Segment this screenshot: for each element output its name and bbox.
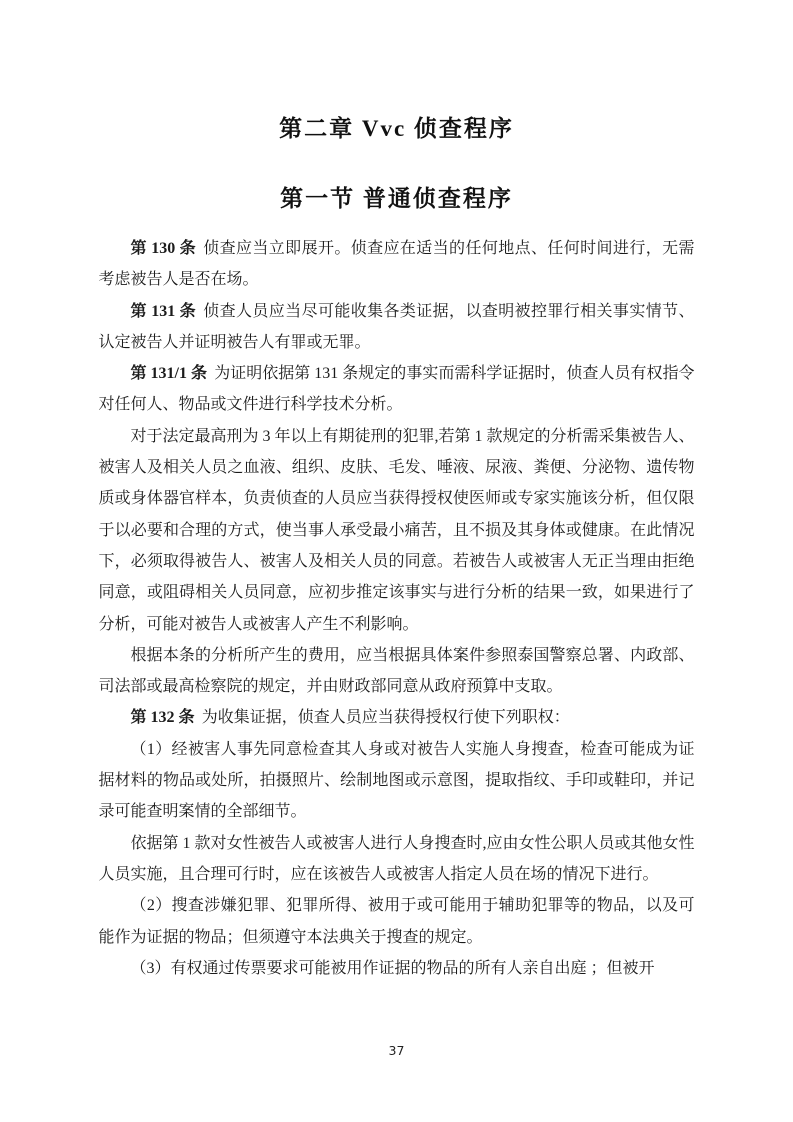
- paragraph-text: （2）搜查涉嫌犯罪、犯罪所得、被用于或可能用于辅助犯罪等的物品，以及可能作为证据的物品；但须遵守本法典关于搜查的规定。: [98, 897, 695, 946]
- paragraph-item-1: [99, 734, 695, 828]
- paragraph-analysis-costs: [99, 640, 695, 703]
- paragraph-text: 对于法定最高刑为 3 年以上有期徒刑的犯罪,若第 1 款规定的分析需采集被告人、被害人及相关人员之血液、组织、皮肤、毛发、唾液、尿液、粪便、分泌物、遗传物质或身体器官样本，负责侦查的人员应当获得授权使医师或专家实施该分析，但仅限于以必要和合理的方式，使当事人承受最小痛苦，且不损及其身体或健康。在此情况下，必须取得被告人、被害人及相关人员的同意。若被告人或被害人无正当理由拒绝同意，或阻碍相关人员同意，应初步推定该事实与进行分析的结果一致，如果进行了分析，可能对被告人或被害人产生不利影响。: [98, 427, 695, 633]
- paragraph-item-2: [99, 890, 695, 953]
- article-number-130: 第 130 条: [130, 240, 197, 257]
- paragraph-analysis-rules: [99, 421, 695, 640]
- body-text: [99, 233, 695, 984]
- paragraph-text: 为收集证据，侦查人员应当获得授权行使下列职权：: [201, 709, 570, 727]
- paragraph-text: 依据第 1 款对女性被告人或被害人进行人身搜查时,应由女性公职人员或其他女性人员实施，且合理可行时，应在该被告人或被害人指定人员在场的情况下进行。: [98, 834, 695, 883]
- section-title: 第一节 普通侦查程序: [280, 186, 513, 211]
- paragraph-text: 为证明依据第 131 条规定的事实而需科学证据时，侦查人员有权指令对任何人、物品或文件进行科学技术分析。: [98, 365, 695, 414]
- paragraph-text: （1）经被害人事先同意检查其人身或对被告人实施人身搜查，检查可能成为证据材料的物品或处所，拍摄照片、绘制地图或示意图，提取指纹、手印或鞋印，并记录可能查明案情的全部细节。: [98, 740, 695, 821]
- paragraph-article-131: [99, 296, 695, 359]
- paragraph-text: （3）有权通过传票要求可能被用作证据的物品的所有人亲自出庭 ；但被开: [130, 959, 655, 977]
- chapter-title: 第二章 Vvc 侦查程序: [279, 116, 514, 141]
- page-number: 37: [388, 1043, 405, 1058]
- paragraph-article-131-1: [99, 358, 695, 421]
- paragraph-item-3: [99, 953, 695, 984]
- article-number-132: 第 132 条: [130, 709, 195, 727]
- paragraph-article-132: [99, 702, 695, 733]
- article-number-131-1: 第 131/1 条: [130, 365, 207, 383]
- paragraph-female-search: [99, 828, 695, 891]
- paragraph-text: 侦查应当立即展开。侦查应在适当的任何地点、任何时间进行，无需考虑被告人是否在场。: [98, 240, 695, 289]
- paragraph-text: 根据本条的分析所产生的费用，应当根据具体案件参照泰国警察总署、内政部、司法部或最高检察院的规定，并由财政部同意从政府预算中支取。: [98, 646, 695, 696]
- paragraph-article-130: [99, 233, 695, 296]
- paragraph-text: 侦查人员应当尽可能收集各类证据，以查明被控罪行相关事实情节、认定被告人并证明被告人有罪或无罪。: [98, 302, 695, 351]
- article-number-131: 第 131 条: [130, 302, 197, 320]
